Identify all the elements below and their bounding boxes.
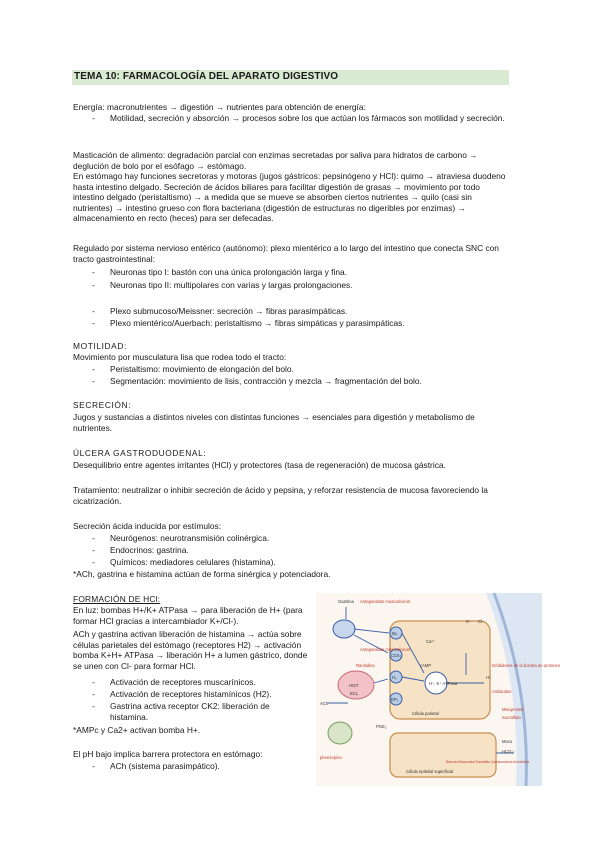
masticacion-paragraph: Masticación de alimento: degradación parcial con enzimas secretadas por saliva para hidratos de carbono → deglución de bolo por el esófago → estómago. (73, 150, 478, 171)
label-m3: M₃ (392, 631, 398, 636)
secrecion-heading: SECRECIÓN: (73, 400, 132, 410)
label-h2: H₂ (392, 675, 397, 680)
label-cl: Cl⁻ (478, 619, 485, 624)
hcl-paragraph-2: ACh y gastrina activan liberación de histamina → actúa sobre células parietales del estómago (receptores H2) → activación bomba K+H+ ATPasa → liberación H+ a lumen gástrico, donde se unen con Cl- para formar HCl. (73, 629, 308, 671)
secrecion-acida-line: Secreción ácida inducida por estímulos: (73, 521, 222, 531)
motilidad-line: Movimiento por musculatura lisa que rodea todo el tracto: (73, 352, 287, 362)
page-title: TEMA 10: FARMACOLOGÍA DEL APARATO DIGESTIVO (74, 71, 339, 82)
label-ach: ACh (320, 701, 329, 706)
d-cell (328, 722, 352, 744)
label-ranitidina: Ranitidina (356, 663, 375, 668)
motilidad-heading: MOTILIDAD: (73, 341, 127, 351)
label-misoprostol: Misoprostol (502, 707, 524, 712)
energia-line: Energía: macronutrientes → digestión → nutrientes para obtención de energía: (73, 102, 366, 112)
ulcera-heading: ÚLCERA GASTRODUODENAL: (73, 448, 207, 458)
energia-bullet-text: Motilidad, secreción y absorción → procesos sobre los que actúan los fármacos son motilidad y secreción. (110, 113, 505, 123)
label-pge2: PGE₂ (376, 724, 387, 729)
label-antiacidos: Antiácidos (492, 689, 512, 694)
label-atpasa: H⁺, K⁺ ATPasa (429, 681, 458, 686)
ulcera-line: Desequilibrio entre agentes irritantes (HCl) y protectores (tasa de regeneración) de mucosa gástrica. (73, 460, 446, 470)
label-cck2: CCK₂ (391, 653, 402, 658)
tratamiento-paragraph: Tratamiento: neutralizar o inhibir secreción de ácido y pepsina, y reforzar resistencia de mucosa favoreciendo la cicatrización. (73, 485, 488, 506)
ulcera-note: *ACh, gastrina e histamina actúan de forma sinérgica y potenciadora. (73, 569, 331, 579)
label-ep2: EP₂ (391, 697, 399, 702)
label-drug-list: Bismuto Misoprostol Sucralfato Carbenoxolona Amoxicilina (446, 760, 530, 764)
label-sucralfato: Sucralfato (502, 715, 521, 720)
g-cell (333, 620, 355, 638)
label-k: K⁺ (466, 619, 472, 624)
ph-line: El pH bajo implica barrera protectora en estómago: (73, 749, 263, 759)
hcl-note: *AMPc y Ca2+ activan bomba H+. (73, 725, 201, 735)
label-antagonistas-2: Antagonistas muscarínicos (360, 647, 411, 652)
label-pirenzepina: pirenzepina (320, 755, 342, 760)
parietal-cell (390, 621, 490, 719)
hcl-paragraph-1: En luz: bombas H+/K+ ATPasa → para liberación de H+ (para formar HCl gracias a intercambiador K+/Cl-). (73, 605, 303, 626)
label-ecl: ECL (350, 691, 359, 696)
label-bicarbonato: HCO₃⁻ (502, 749, 516, 754)
secrecion-line: Jugos y sustancias a distintos niveles con distintas funciones → esenciales para digestión y metabolismo de nutrientes. (73, 412, 475, 433)
label-antagonistas: Antagonistas muscarínicos (360, 599, 411, 604)
label-moco: Moco (502, 739, 513, 744)
label-ca: Ca²⁺ (426, 639, 435, 644)
hcl-secretion-figure (316, 593, 560, 786)
label-h-plus: H⁺ (486, 675, 492, 680)
label-gastrina: Gastrina (338, 599, 354, 604)
label-inhibidores: Inhibidores de la bomba de protones (492, 663, 560, 668)
label-celula-parietal: Célula parietal (412, 711, 439, 716)
hcl-heading: FORMACIÓN DE HCl: (73, 594, 161, 604)
document-page: TEMA 10: FARMACOLOGÍA DEL APARATO DIGESTIVO Energía: macronutrientes → digestión → nutrientes para obtención de energía: - Motilidad, secreción y absorción → procesos sobre los que actúan los fármacos son motilidad y secreción. Masticación de alimento: degradación parcial con enzimas secretadas por saliva para hidratos de carbono → deglución de bolo por el esófago → estómago. En estómago hay funciones secretoras y motoras (jugos gástricos: pepsinógeno y HCl): quimo → atraviesa duodeno hasta intestino delgado. Secreción de ácidos biliares para facilitar digestión de grasas → movimiento por todo intestino delgado (peristaltismo) → a medida que se mueve se absorben ciertos nutrientes → quilo (casi sin nutrientes) → intestino grueso con flora bacteriana (digestión de estructuras no digeribles por enzimas) → almacenamiento en recto (heces) para ser defecadas. Regulado por sistema nervioso entérico (autónomo): plexo mientérico a lo largo del intestino que conecta SNC con tracto gastrointestinal: - Neuronas tipo I: bastón con una única prolongación larga y fina. - Neuronas tipo II: multipolares con varias y largas prolongaciones. - Plexo submucoso/Meissner: secreción → fibras parasimpáticas. - Plexo mientérico/Auerbach: peristaltismo → fibras simpáticas y parasimpáticas. MOTILIDAD: Movimiento por musculatura lisa que rodea todo el tracto: - Peristaltismo: movimiento de elongación del bolo. - Segmentación: movimiento de lisis, contracción y mezcla → fragmentación del bolo. SECRECIÓN: Jugos y sustancias a distintos niveles con distintas funciones → esenciales para digestión y metabolismo de nutrientes. ÚLCERA GASTRODUODENAL: Desequilibrio entre agentes irritantes (HCl) y protectores (tasa de regeneración) de mucosa gástrica. Tratamiento: neutralizar o inhibir secreción de ácido y pepsina, y reforzar resistencia de mucosa favoreciendo la cicatrización. Secreción ácida inducida por estímulos: - Neurógenos: neurotransmisión colinérgica. - Endocrinos: gastrina. - Químicos: mediadores celulares (histamina). *ACh, gastrina e histamina actúan de forma sinérgica y potenciadora. FORMACIÓN DE HCl: En luz: bombas H+/K+ ATPasa → para liberación de H+ (para formar HCl gracias a intercambiador K+/Cl-). ACh y gastrina activan liberación de histamina → actúa sobre células parietales del estómago (receptores H2) → activación bomba K+H+ ATPasa → liberación H+ a lumen gástrico, donde se unen con Cl- para formar HCl. - Activación de receptores muscarínicos. - Activación de receptores histamínicos (H2). - Gastrina activa receptor CK2: liberación de histamina. *AMPc y Ca2+ activan bomba H+. El pH bajo implica barrera protectora en estómago: - ACh (sistema parasimpático). Gastrina Antagonistas muscarínicos Antagonistas muscarínicos M₃ CCK₂ H₂ EP₂ HIST ACh ECL Célula parietal Célula epitelial superficial Ca²⁺ cAMP H⁺, K⁺ ATPasa K⁺ Cl⁻ H⁺ Inhibidores de la bomba de protones Antiácidos Misoprostol Sucralfato Moco HCO₃⁻ PGE₂ pirenzepina Ranitidina Bismuto Misoprostol Sucralfato Carbenoxolona Amoxicilina (0, 0, 600, 848)
label-hist: HIST (349, 683, 359, 688)
label-celula-epitelial: Célula epitelial superficial (406, 769, 454, 774)
estomago-paragraph: En estómago hay funciones secretoras y motoras (jugos gástricos: pepsinógeno y HCl): quimo → atraviesa duodeno hasta intestino delgado. Secreción de ácidos biliares para facilitar digestión de grasas → movimiento por todo intestino delgado (peristaltismo) → a medida que se mueve se absorben ciertos nutrientes → quilo (casi sin nutrientes) → intestino grueso con flora bacteriana (digestión de estructuras no digeribles por enzimas) → almacenamiento en recto (heces) para ser defecadas. (73, 171, 506, 223)
regulado-paragraph: Regulado por sistema nervioso entérico (autónomo): plexo mientérico a lo largo del intestino que conecta SNC con tracto gastrointestinal: (73, 243, 499, 264)
label-camp: cAMP (420, 663, 432, 668)
